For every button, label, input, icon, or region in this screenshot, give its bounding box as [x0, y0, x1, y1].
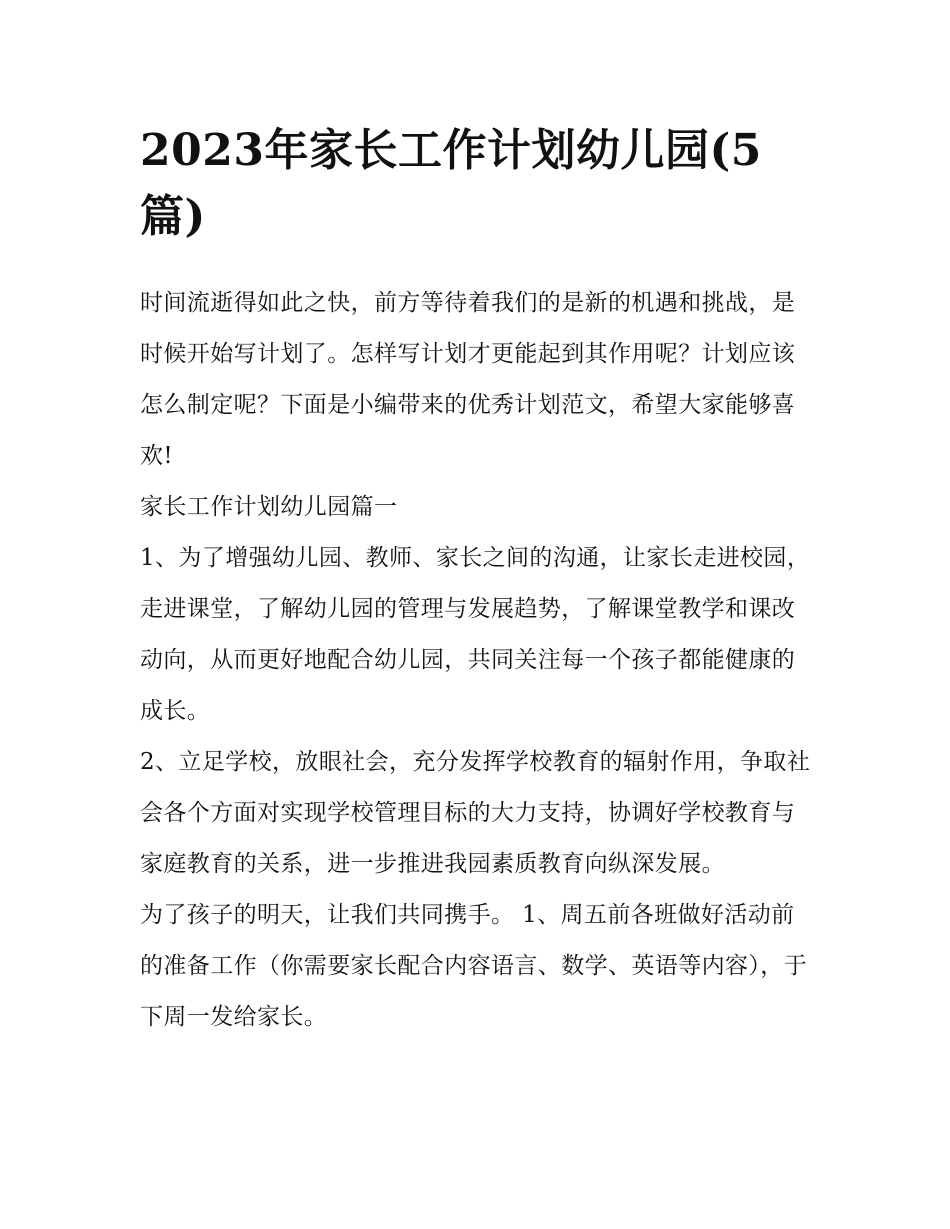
document-title: 2023年家长工作计划幼儿园(5篇)	[140, 125, 762, 242]
document-page	[140, 118, 812, 1043]
document-body	[140, 278, 812, 1043]
section-heading: 家长工作计划幼儿园篇一	[140, 494, 398, 520]
body-paragraph: 2、立足学校，放眼社会，充分发挥学校教育的辐射作用，争取社会各个方面对实现学校管理目标的大力支持，协调好学校教育与家庭教育的关系，进一步推进我园素质教育向纵深发展。	[140, 749, 811, 877]
body-paragraph: 为了孩子的明天，让我们共同携手。 1、周五前各班做好活动前的准备工作（你需要家长配合内容语言、数学、英语等内容），于下周一发给家长。	[140, 902, 808, 1030]
intro-paragraph: 时间流逝得如此之快，前方等待着我们的是新的机遇和挑战，是时候开始写计划了。怎样写计划才更能起到其作用呢？计划应该怎么制定呢？下面是小编带来的优秀计划范文，希望大家能够喜欢!	[140, 290, 796, 469]
body-paragraph: 1、为了增强幼儿园、教师、家长之间的沟通，让家长走进校园，走进课堂，了解幼儿园的管理与发展趋势，了解课堂教学和课改动向，从而更好地配合幼儿园，共同关注每一个孩子都能健康的成长。	[140, 545, 811, 724]
